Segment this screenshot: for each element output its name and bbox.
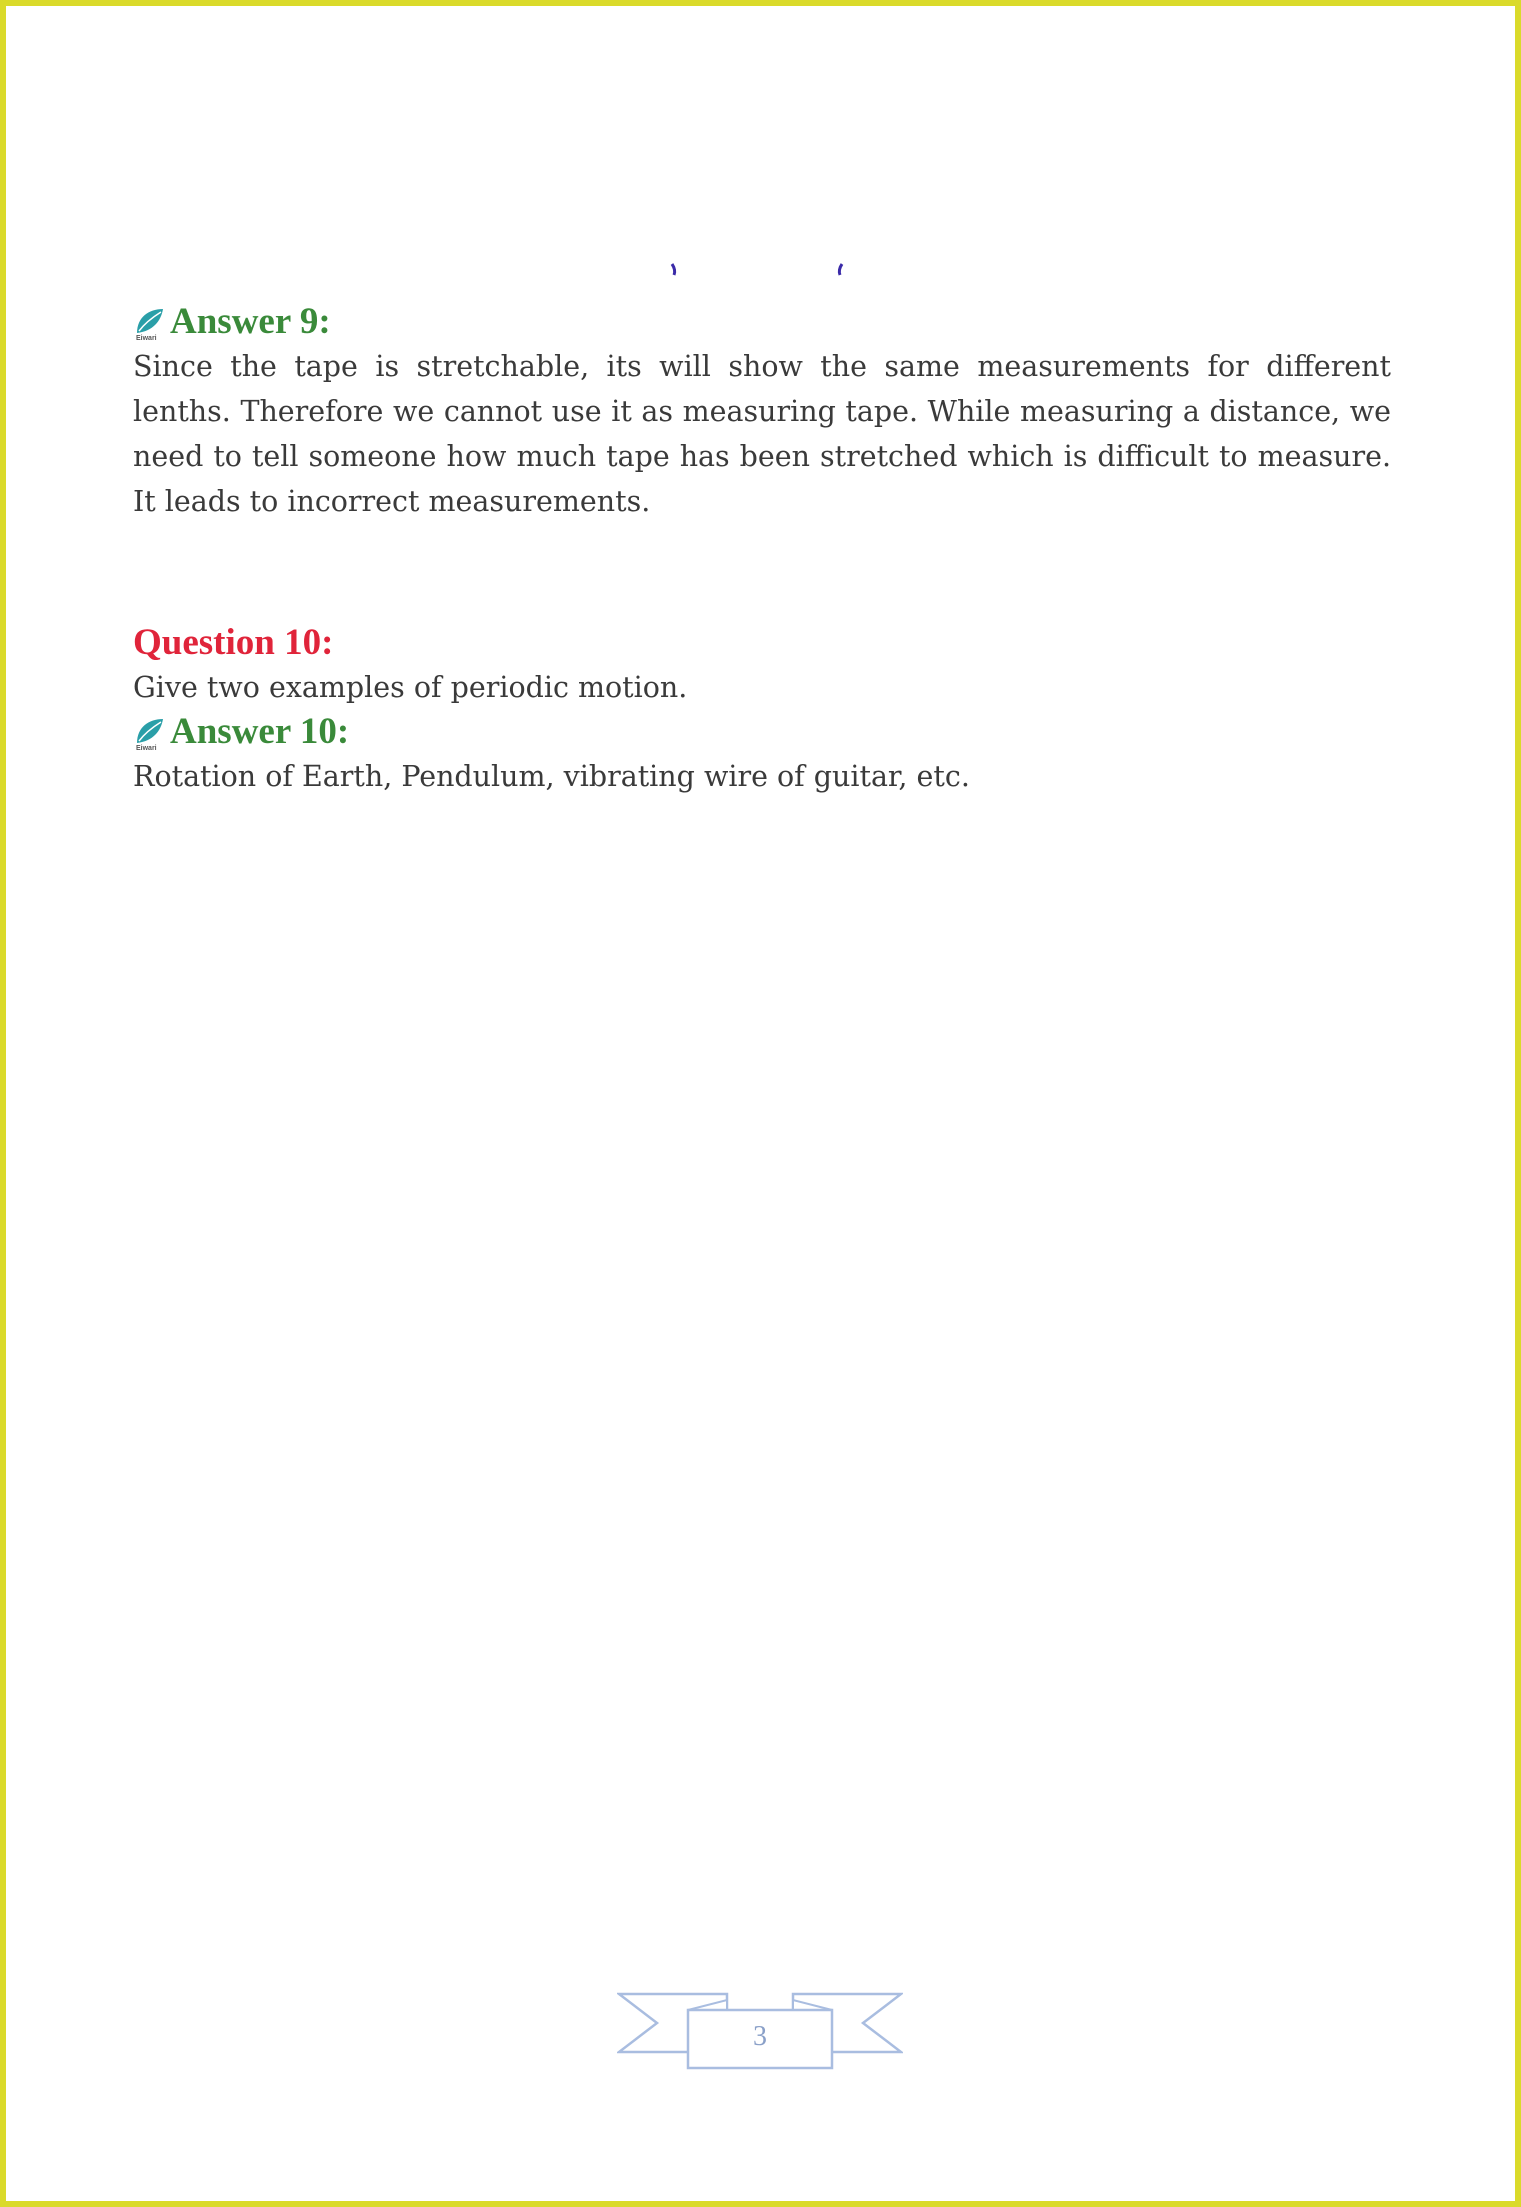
answer-10-title: Answer 10: bbox=[170, 711, 350, 752]
section-spacer bbox=[133, 524, 1391, 621]
page-number: 3 bbox=[753, 2021, 767, 2052]
page-content bbox=[133, 300, 1391, 799]
question-10-heading bbox=[133, 621, 1391, 665]
answer-10-heading bbox=[133, 710, 1391, 754]
leaf-logo-icon bbox=[133, 305, 167, 343]
question-10-text: Give two examples of periodic motion. bbox=[133, 671, 688, 704]
answer-10-text: Rotation of Earth, Pendulum, vibrating wire of guitar, etc. bbox=[133, 760, 970, 793]
answer-9-heading bbox=[133, 300, 1391, 344]
svg-text:Eiwari: Eiwari bbox=[136, 335, 157, 342]
svg-text:Eiwari: Eiwari bbox=[136, 745, 157, 752]
answer-9-title: Answer 9: bbox=[170, 301, 331, 342]
answer-9-text: Since the tape is stretchable, its will show the same measurements for different lenths. Therefore we cannot use it as measuring tape. While measuring a distance, we need to tell someone how much tape has been stretched which is difficult to measure. It leads to incorrect measurements. bbox=[133, 350, 1391, 518]
header-cutoff-mark bbox=[664, 262, 854, 276]
question-10-title: Question 10: bbox=[133, 622, 334, 663]
leaf-logo-icon bbox=[133, 715, 167, 753]
